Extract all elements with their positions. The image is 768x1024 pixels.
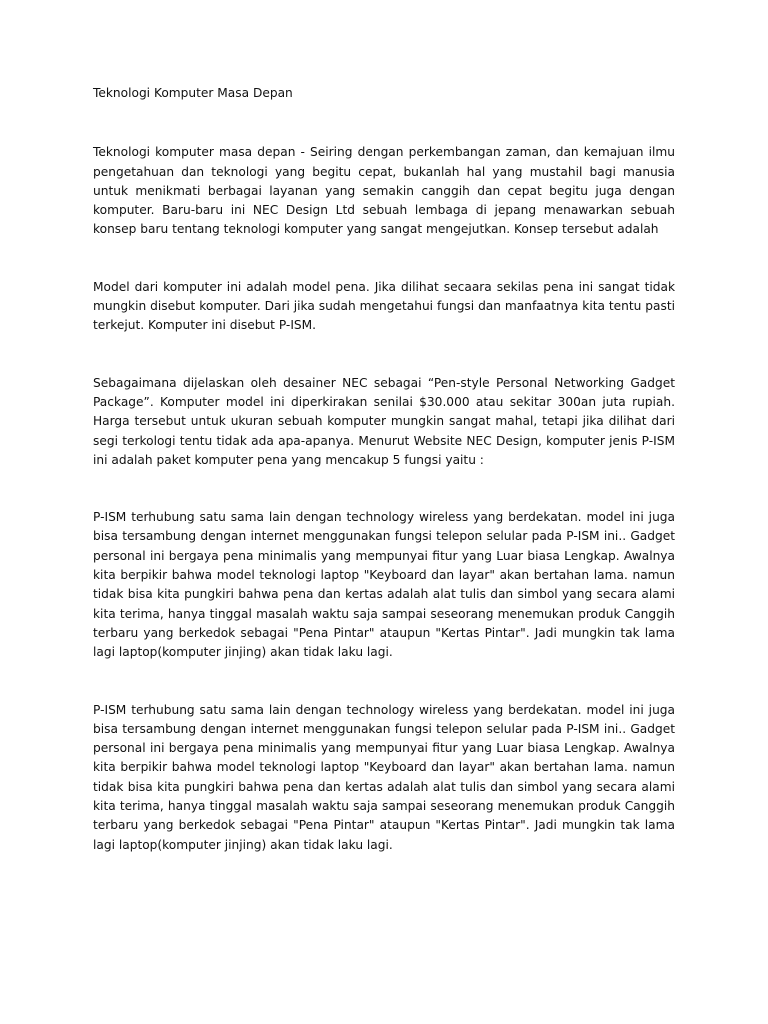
document-title: Teknologi Komputer Masa Depan <box>93 86 293 100</box>
paragraph-wireless-1: P-ISM terhubung satu sama lain dengan technology wireless yang berdekatan. model ini juga bisa tersambung dengan internet menggunakan fungsi telepon selular pada P-ISM ini.. Gadget personal ini bergaya pena minimalis yang mempunyai fitur yang Luar biasa Lengkap. Awalnya kita berpikir bahwa model teknologi laptop "Keyboard dan layar" akan bertahan lama. namun tidak bisa kita pungkiri bahwa pena dan kertas adalah alat tulis dan simbol yang secara alami kita terima, hanya tinggal masalah waktu saja sampai seseorang menemukan produk Canggih terbaru yang berkedok sebagai "Pena Pintar" ataupun "Kertas Pintar". Jadi mungkin tak lama lagi laptop(komputer jinjing) akan tidak laku lagi. <box>93 510 675 660</box>
spacer <box>93 103 675 143</box>
paragraph-wireless-2: P-ISM terhubung satu sama lain dengan technology wireless yang berdekatan. model ini juga bisa tersambung dengan internet menggunakan fungsi telepon selular pada P-ISM ini.. Gadget personal ini bergaya pena minimalis yang mempunyai fitur yang Luar biasa Lengkap. Awalnya kita berpikir bahwa model teknologi laptop "Keyboard dan layar" akan bertahan lama. namun tidak bisa kita pungkiri bahwa pena dan kertas adalah alat tulis dan simbol yang secara alami kita terima, hanya tinggal masalah waktu saja sampai seseorang menemukan produk Canggih terbaru yang berkedok sebagai "Pena Pintar" ataupun "Kertas Pintar". Jadi mungkin tak lama lagi laptop(komputer jinjing) akan tidak laku lagi. <box>93 702 675 852</box>
paragraph-nec-description: Sebagaimana dijelaskan oleh desainer NEC sebagai “Pen-style Personal Networking Gadget Package”. Komputer model ini diperkirakan senilai $30.000 atau sekitar 300an juta rupiah. Harga tersebut untuk ukuran sebuah komputer mungkin sangat mahal, tetapi jika dilihat dari segi terkologi tentu tidak ada apa-apanya. Menurut Website NEC Design, komputer jenis P-ISM ini adalah paket komputer pena yang mencakup 5 fungsi yaitu : <box>93 375 675 467</box>
paragraph-pen-model: Model dari komputer ini adalah model pena. Jika dilihat secaara sekilas pena ini sangat tidak mungkin disebut komputer. Dari jika sudah mengetahui fungsi dan manfaatnya kita tentu pasti terkejut. Komputer ini disebut P-ISM. <box>93 279 675 333</box>
spacer <box>93 470 675 508</box>
spacer <box>93 240 675 278</box>
document-body <box>93 84 675 855</box>
spacer <box>93 663 675 701</box>
spacer <box>93 336 675 374</box>
paragraph-intro: Teknologi komputer masa depan - Seiring dengan perkembangan zaman, dan kemajuan ilmu pengetahuan dan teknologi yang begitu cepat, bukanlah hal yang mustahil bagi manusia untuk menikmati berbagai layanan yang semakin canggih dan cepat begitu juga dengan komputer. Baru-baru ini NEC Design Ltd sebuah lembaga di jepang menawarkan sebuah konsep baru tentang teknologi komputer yang sangat mengejutkan. Konsep tersebut adalah <box>93 145 675 237</box>
